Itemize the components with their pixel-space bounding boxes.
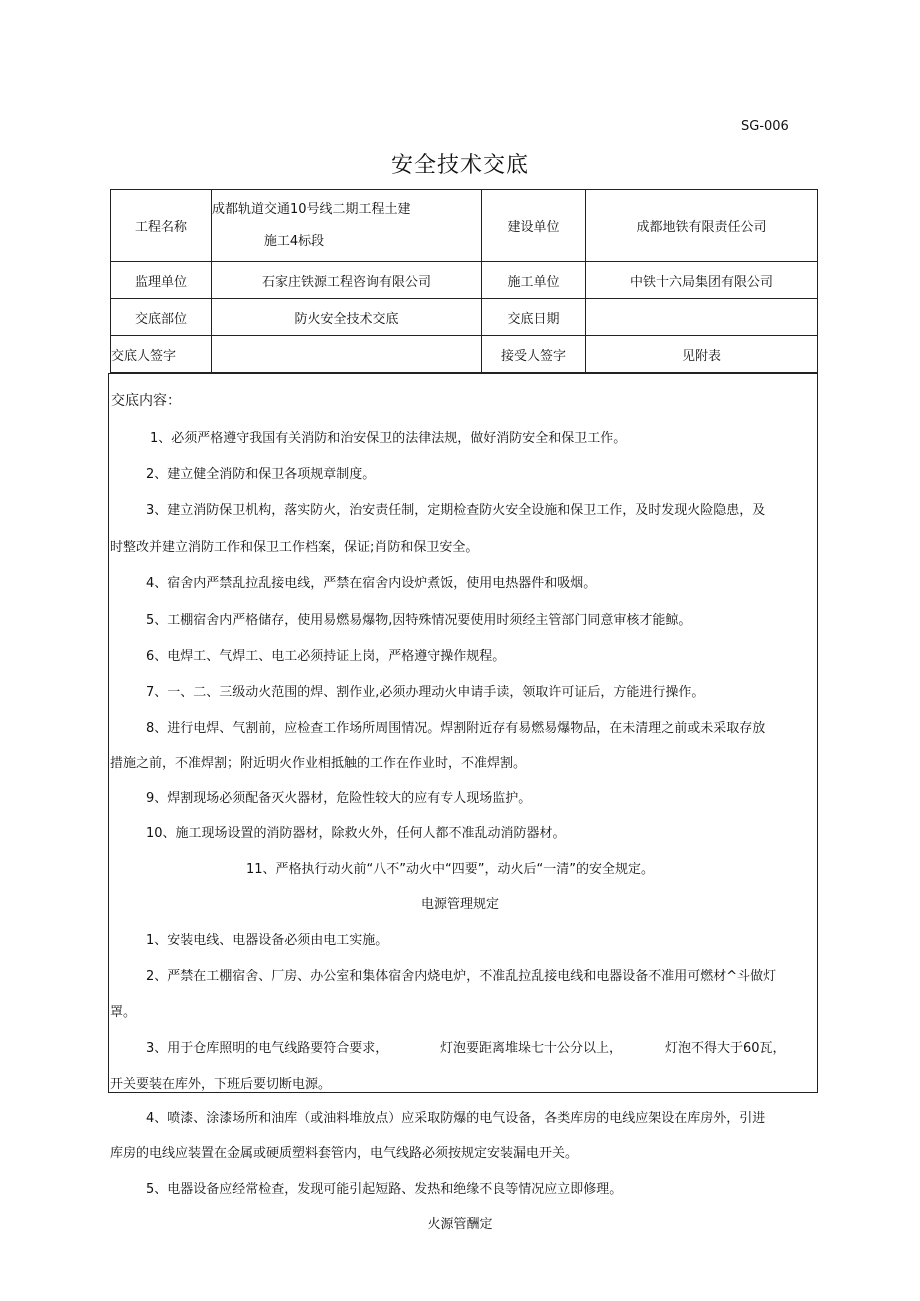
info-row-project	[111, 190, 818, 262]
date-value	[586, 299, 818, 336]
content-item-8-line1: 8、进行电焊、气割前，应检查工作场所周围情况。焊割附近存有易燃易爆物品，在未清理之前或未采取存放	[146, 721, 766, 736]
supervisor-label: 监理单位	[111, 262, 212, 299]
info-row-part	[111, 299, 818, 336]
power-item-4-line1: 4、喷漆、涂漆场所和油库（或油料堆放点）应采取防爆的电气设备，各类库房的电线应架设在库房外，引进	[146, 1111, 766, 1126]
info-table	[110, 189, 818, 373]
content-item-1: 1、必须严格遵守我国有关消防和治安保卫的法律法规，做好消防安全和保卫工作。	[150, 431, 627, 446]
power-item-3-part3: 灯泡不得大于60瓦，	[665, 1041, 786, 1056]
part-label: 交底部位	[111, 299, 212, 336]
project-value-line1: 成都轨道交通10号线二期工程土建	[212, 201, 411, 217]
power-item-3-line2: 开关要装在库外，下班后要切断电源。	[110, 1077, 332, 1092]
content-item-4: 4、宿舍内严禁乱拉乱接电线，严禁在宿舍内设炉煮饭，使用电热器件和吸烟。	[146, 576, 597, 591]
document-code: SG-006	[741, 119, 789, 134]
power-item-3-part1: 3、用于仓库照明的电气线路要符合要求，	[146, 1041, 389, 1056]
content-item-7: 7、一、二、三级动火范围的焊、割作业,必须办理动火申请手读，领取许可证后，方能进行操作。	[146, 685, 705, 700]
content-item-8-line2: 措施之前，不准焊割；附近明火作业相抵触的工作在作业时，不准焊割。	[110, 756, 527, 771]
content-item-3-line2: 时整改并建立消防工作和保卫工作档案，保证;肖防和保卫安全。	[110, 540, 479, 555]
supervisor-value: 石家庄铁源工程咨询有限公司	[212, 262, 482, 299]
fire-heading: 火源管酬定	[427, 1217, 493, 1232]
giver-value	[212, 336, 482, 373]
content-item-6: 6、电焊工、气焊工、电工必须持证上岗，严格遵守操作规程。	[146, 649, 506, 664]
receiver-label: 接受人签字	[482, 336, 586, 373]
power-item-3-part2: 灯泡要距离堆垛七十公分以上，	[440, 1041, 623, 1056]
content-item-10: 10、施工现场设置的消防器材，除救火外，任何人都不准乱动消防器材。	[146, 826, 566, 841]
content-item-9: 9、焊割现场必须配备灭火器材，危险性较大的应有专人现场监护。	[146, 791, 532, 806]
power-item-2-line2: 罩。	[110, 1005, 137, 1020]
giver-label: 交底人签字	[111, 336, 212, 373]
content-item-2: 2、建立健全消防和保卫各项规章制度。	[146, 467, 376, 482]
contractor-value: 中铁十六局集团有限公司	[586, 262, 818, 299]
document-title: 安全技术交底	[390, 153, 529, 178]
date-label: 交底日期	[482, 299, 586, 336]
receiver-value: 见附表	[586, 336, 818, 373]
builder-value: 成都地铁有限责任公司	[586, 190, 818, 262]
power-item-4-line2: 库房的电线应装置在金属或硬质塑料套管内，电气线路必须按规定安装漏电开关。	[110, 1146, 579, 1161]
info-row-signature	[111, 336, 818, 373]
content-item-5: 5、工棚宿舍内严格储存，使用易燃易爆物,因特殊情况要使用时须经主管部门同意审核才能鲸。	[146, 613, 692, 628]
power-item-1: 1、安装电线、电器设备必须由电工实施。	[146, 933, 389, 948]
project-value-line2: 施工4标段	[263, 233, 325, 249]
info-row-supervisor	[111, 262, 818, 299]
content-item-11: 11、严格执行动火前“八不”动火中“四要”，动火后“一清”的安全规定。	[246, 862, 654, 877]
part-value: 防火安全技术交底	[212, 299, 482, 336]
project-value	[212, 190, 482, 262]
contractor-label: 施工单位	[482, 262, 586, 299]
content-item-3-line1: 3、建立消防保卫机构，落实防火，治安责任制，定期检查防火安全设施和保卫工作，及时发现火险隐患，及	[146, 503, 766, 518]
power-heading: 电源管理规定	[420, 897, 499, 912]
power-item-5: 5、电器设备应经常检查，发现可能引起短路、发热和绝缘不良等情况应立即修理。	[146, 1182, 623, 1197]
power-item-2-line1: 2、严禁在工棚宿舍、厂房、办公室和集体宿舍内烧电炉，不准乱拉乱接电线和电器设备不准用可燃材^斗做灯	[146, 969, 777, 984]
builder-label: 建设单位	[482, 190, 586, 262]
content-label: 交底内容：	[111, 393, 181, 409]
project-label: 工程名称	[111, 190, 212, 262]
